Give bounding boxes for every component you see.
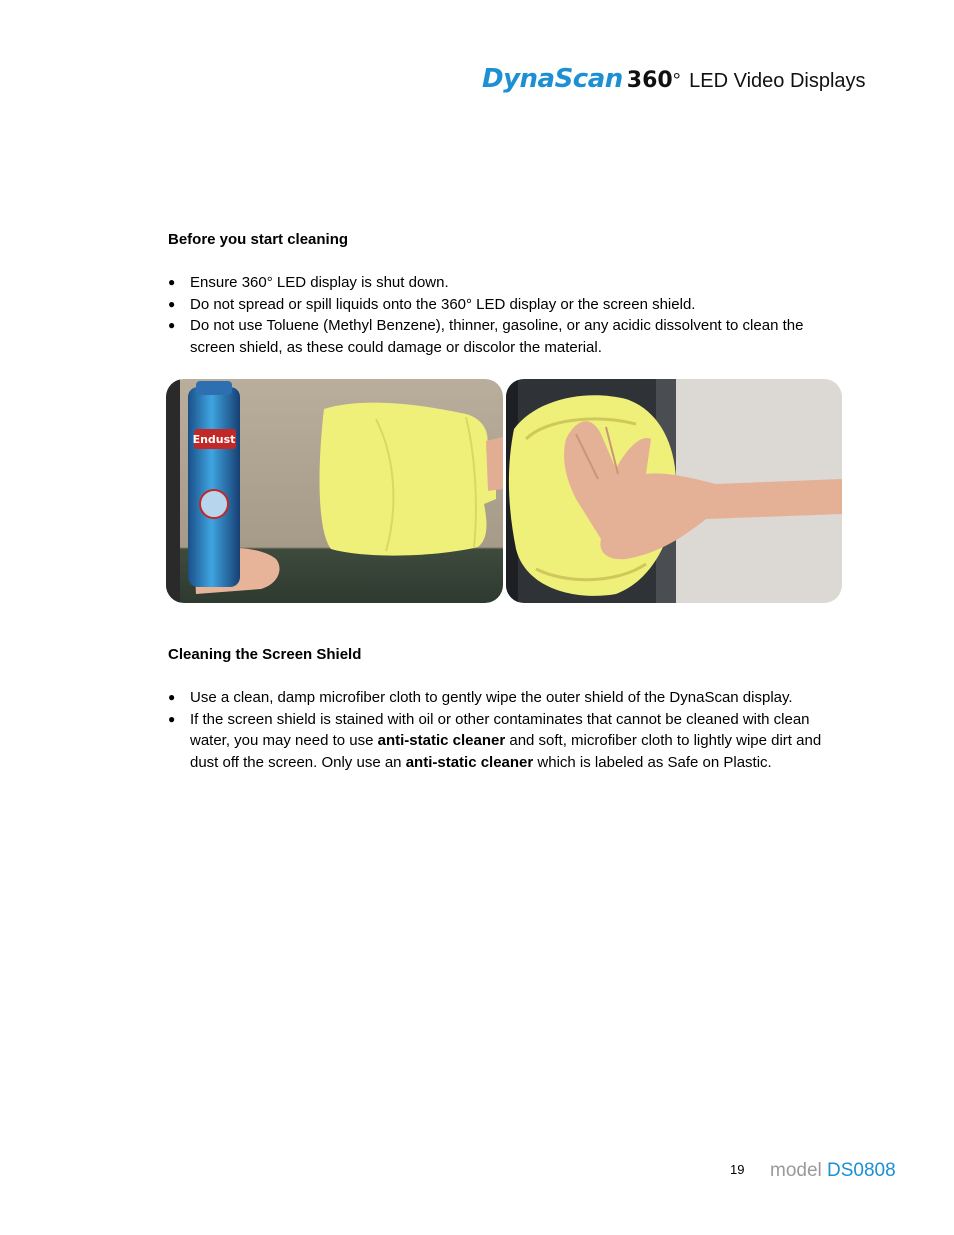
list-item-text: Do not spread or spill liquids onto the 360° LED display or the screen shield. [190, 295, 696, 313]
model-code: DS0808 [827, 1160, 896, 1181]
photo-wiping-screen [506, 379, 842, 603]
brand-logo-360: 360 [626, 68, 673, 93]
before-cleaning-list [168, 272, 848, 358]
footer-model [770, 1160, 896, 1182]
section-title-cleaning-shield: Cleaning the Screen Shield [168, 646, 362, 663]
section-title-before-cleaning: Before you start cleaning [168, 231, 349, 248]
photo-cleaner-and-cloth [166, 379, 503, 603]
list-item [168, 294, 848, 316]
list-item-text: Use a clean, damp microfiber cloth to gently wipe the outer shield of the DynaScan display. [190, 689, 793, 706]
cleaning-shield-list [168, 687, 848, 773]
brand-logo-dynascan: DynaScan [482, 64, 623, 94]
list-item [168, 272, 848, 294]
brand-subtitle: LED Video Displays [689, 70, 866, 92]
bullet-icon: ● [168, 296, 176, 311]
list-item [168, 709, 848, 774]
bullet-icon: ● [168, 711, 176, 726]
list-item-text-part: and soft, microfiber cloth to lightly wipe dirt and dust off the screen. Only use an [190, 732, 822, 771]
list-item-text-part: which is labeled as Safe on Plastic. [533, 753, 772, 771]
anti-static-cleaner-term: anti-static cleaner [405, 753, 534, 771]
bullet-icon: ● [168, 275, 176, 289]
can-brand-text: Endust [192, 433, 236, 446]
page-number: 19 [730, 1162, 745, 1177]
bullet-icon: ● [168, 690, 176, 704]
list-item [168, 687, 848, 709]
list-item-text: Ensure 360° LED display is shut down. [190, 274, 449, 291]
bullet-icon: ● [168, 318, 176, 332]
list-item-text: Do not use Toluene (Methyl Benzene), thinner, gasoline, or any acidic dissolvent to clean the screen shield, as these could damage or discolor the material. [190, 317, 804, 356]
model-label: model [770, 1160, 822, 1181]
anti-static-cleaner-term: anti-static cleaner [377, 732, 506, 749]
list-item-text-part: If the screen shield is stained with oil or other contaminates that cannot be cleaned with clean water, you may need to use [190, 710, 810, 749]
brand-logo-degree: ° [672, 70, 681, 92]
list-item [168, 315, 848, 358]
page-header [482, 64, 866, 94]
